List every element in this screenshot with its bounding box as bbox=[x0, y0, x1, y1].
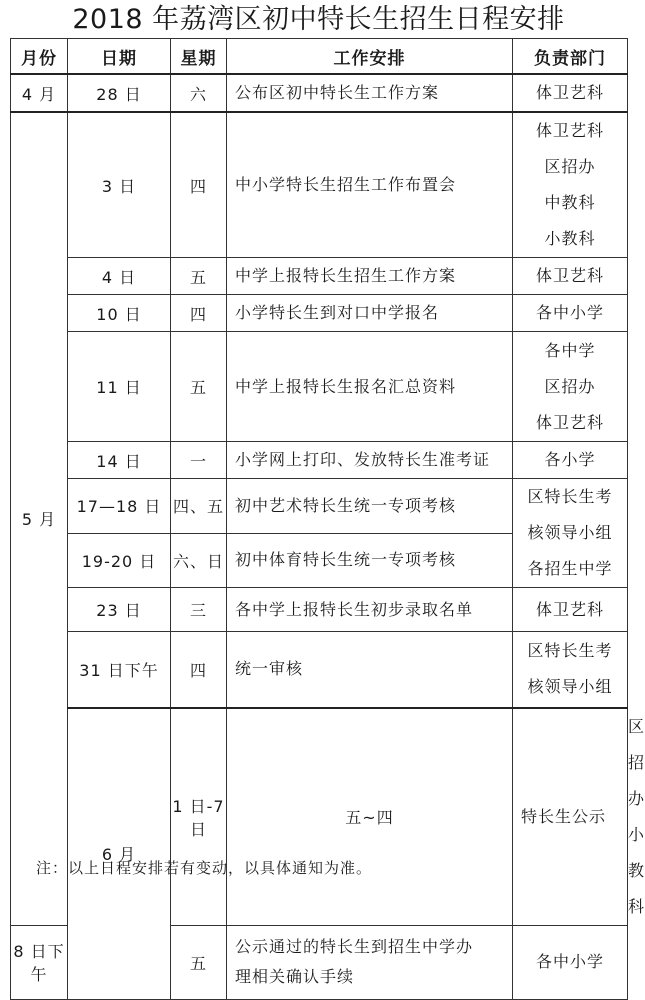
task-cell bbox=[227, 258, 513, 295]
dept-line: 各招生中学 bbox=[527, 559, 613, 578]
table-row bbox=[11, 442, 628, 479]
dept-cell bbox=[513, 332, 628, 442]
dept-line: 区特长生考 bbox=[527, 641, 613, 661]
task-cell bbox=[227, 332, 513, 442]
date-cell: 19-20 日 bbox=[68, 533, 171, 588]
task-line: 初中体育特长生统一专项考核 bbox=[235, 550, 457, 570]
date-cell: 10 日 bbox=[68, 295, 171, 332]
task-cell bbox=[513, 708, 628, 926]
dept-cell bbox=[513, 632, 628, 708]
header-month: 月份 bbox=[11, 39, 68, 75]
dept-line: 核领导小组 bbox=[527, 677, 613, 697]
date-cell: 3 日 bbox=[68, 112, 171, 258]
dept-line: 中教科 bbox=[544, 193, 596, 212]
task-line: 统一审核 bbox=[235, 659, 304, 679]
date-cell: 23 日 bbox=[68, 588, 171, 632]
task-line: 中小学特长生招生工作布置会 bbox=[235, 175, 457, 194]
dept-line: 体卫艺科 bbox=[535, 412, 604, 432]
task-line: 公示通过的特长生到招生中学办 bbox=[235, 937, 474, 956]
dept-cell bbox=[513, 442, 628, 479]
task-cell bbox=[227, 632, 513, 708]
dept-cell bbox=[513, 479, 628, 588]
dept-line: 核领导小组 bbox=[527, 523, 613, 542]
table-row: 6 月 1 日-7 日 五~四 特长生公示 区招办 小教科 bbox=[11, 708, 628, 926]
table-row bbox=[11, 258, 628, 295]
dept-line: 区招办 bbox=[544, 376, 596, 396]
table-row bbox=[11, 295, 628, 332]
table-row bbox=[11, 632, 628, 708]
dept-line: 各中小学 bbox=[535, 303, 604, 322]
weekday-cell: 五 bbox=[171, 925, 227, 999]
dept-line: 区特长生考 bbox=[527, 487, 613, 506]
dept-line: 体卫艺科 bbox=[535, 266, 604, 285]
weekday-cell: 三 bbox=[171, 588, 227, 632]
task-line: 中学上报特长生招生工作方案 bbox=[235, 266, 457, 285]
weekday-cell: 四 bbox=[171, 632, 227, 708]
weekday-cell: 四 bbox=[171, 112, 227, 258]
date-cell: 17—18 日 bbox=[68, 479, 171, 534]
task-cell bbox=[227, 112, 513, 258]
dept-line: 体卫艺科 bbox=[535, 83, 604, 102]
task-cell bbox=[227, 588, 513, 632]
weekday-cell: 六、日 bbox=[171, 533, 227, 588]
dept-line: 体卫艺科 bbox=[535, 599, 604, 619]
table-header-row bbox=[11, 39, 628, 75]
date-cell: 11 日 bbox=[68, 332, 171, 442]
dept-cell bbox=[513, 112, 628, 258]
task-line: 小学特长生到对口中学报名 bbox=[235, 303, 440, 322]
weekday-cell: 五 bbox=[171, 332, 227, 442]
table-row bbox=[11, 479, 628, 534]
header-date: 日期 bbox=[68, 39, 171, 75]
table-row bbox=[11, 112, 628, 258]
task-cell bbox=[227, 479, 513, 534]
weekday-cell: 一 bbox=[171, 442, 227, 479]
dept-line: 各中学 bbox=[544, 340, 596, 360]
header-dept: 负责部门 bbox=[513, 39, 628, 75]
task-cell bbox=[227, 442, 513, 479]
weekday-cell: 五 bbox=[171, 258, 227, 295]
header-weekday: 星期 bbox=[171, 39, 227, 75]
header-task: 工作安排 bbox=[227, 39, 513, 75]
date-cell: 8 日下午 bbox=[11, 925, 68, 999]
dept-cell bbox=[513, 258, 628, 295]
dept-line: 小教科 bbox=[544, 229, 596, 248]
date-cell: 14 日 bbox=[68, 442, 171, 479]
dept-cell bbox=[513, 74, 628, 112]
date-cell: 1 日-7 日 bbox=[171, 708, 227, 926]
weekday-cell: 六 bbox=[171, 74, 227, 112]
dept-line: 体卫艺科 bbox=[535, 121, 604, 140]
month-cell: 5 月 bbox=[11, 112, 68, 925]
date-cell: 28 日 bbox=[68, 74, 171, 112]
task-cell bbox=[227, 74, 513, 112]
task-line: 公布区初中特长生工作方案 bbox=[235, 83, 440, 102]
task-line: 特长生公示 bbox=[521, 806, 607, 826]
dept-cell bbox=[513, 925, 628, 999]
task-cell bbox=[227, 533, 513, 588]
month-cell: 6 月 bbox=[68, 708, 171, 1000]
dept-cell bbox=[513, 588, 628, 632]
date-cell: 4 日 bbox=[68, 258, 171, 295]
task-cell bbox=[227, 925, 513, 999]
page-title: 2018 年荔湾区初中特长生招生日程安排 bbox=[72, 4, 565, 35]
task-line: 中学上报特长生报名汇总资料 bbox=[235, 376, 457, 396]
schedule-table bbox=[10, 38, 645, 1000]
task-line: 理相关确认手续 bbox=[235, 967, 355, 986]
table-row bbox=[11, 588, 628, 632]
footnote: 注：以上日程安排若有变动，以具体通知为准。 bbox=[36, 859, 373, 877]
dept-line: 各小学 bbox=[544, 450, 596, 469]
month-cell: 4 月 bbox=[11, 74, 68, 112]
weekday-cell: 四、五 bbox=[171, 479, 227, 534]
dept-cell bbox=[513, 295, 628, 332]
task-line: 小学网上打印、发放特长生准考证 bbox=[235, 450, 491, 469]
date-cell: 31 日下午 bbox=[68, 632, 171, 708]
table-row bbox=[11, 332, 628, 442]
task-line: 各中学上报特长生初步录取名单 bbox=[235, 599, 474, 619]
table-row bbox=[11, 74, 628, 112]
weekday-cell: 五~四 bbox=[227, 708, 513, 926]
weekday-cell: 四 bbox=[171, 295, 227, 332]
task-line: 初中艺术特长生统一专项考核 bbox=[235, 495, 457, 515]
dept-line: 各中小学 bbox=[535, 952, 604, 971]
task-cell bbox=[227, 295, 513, 332]
dept-line: 区招办 bbox=[544, 157, 596, 176]
